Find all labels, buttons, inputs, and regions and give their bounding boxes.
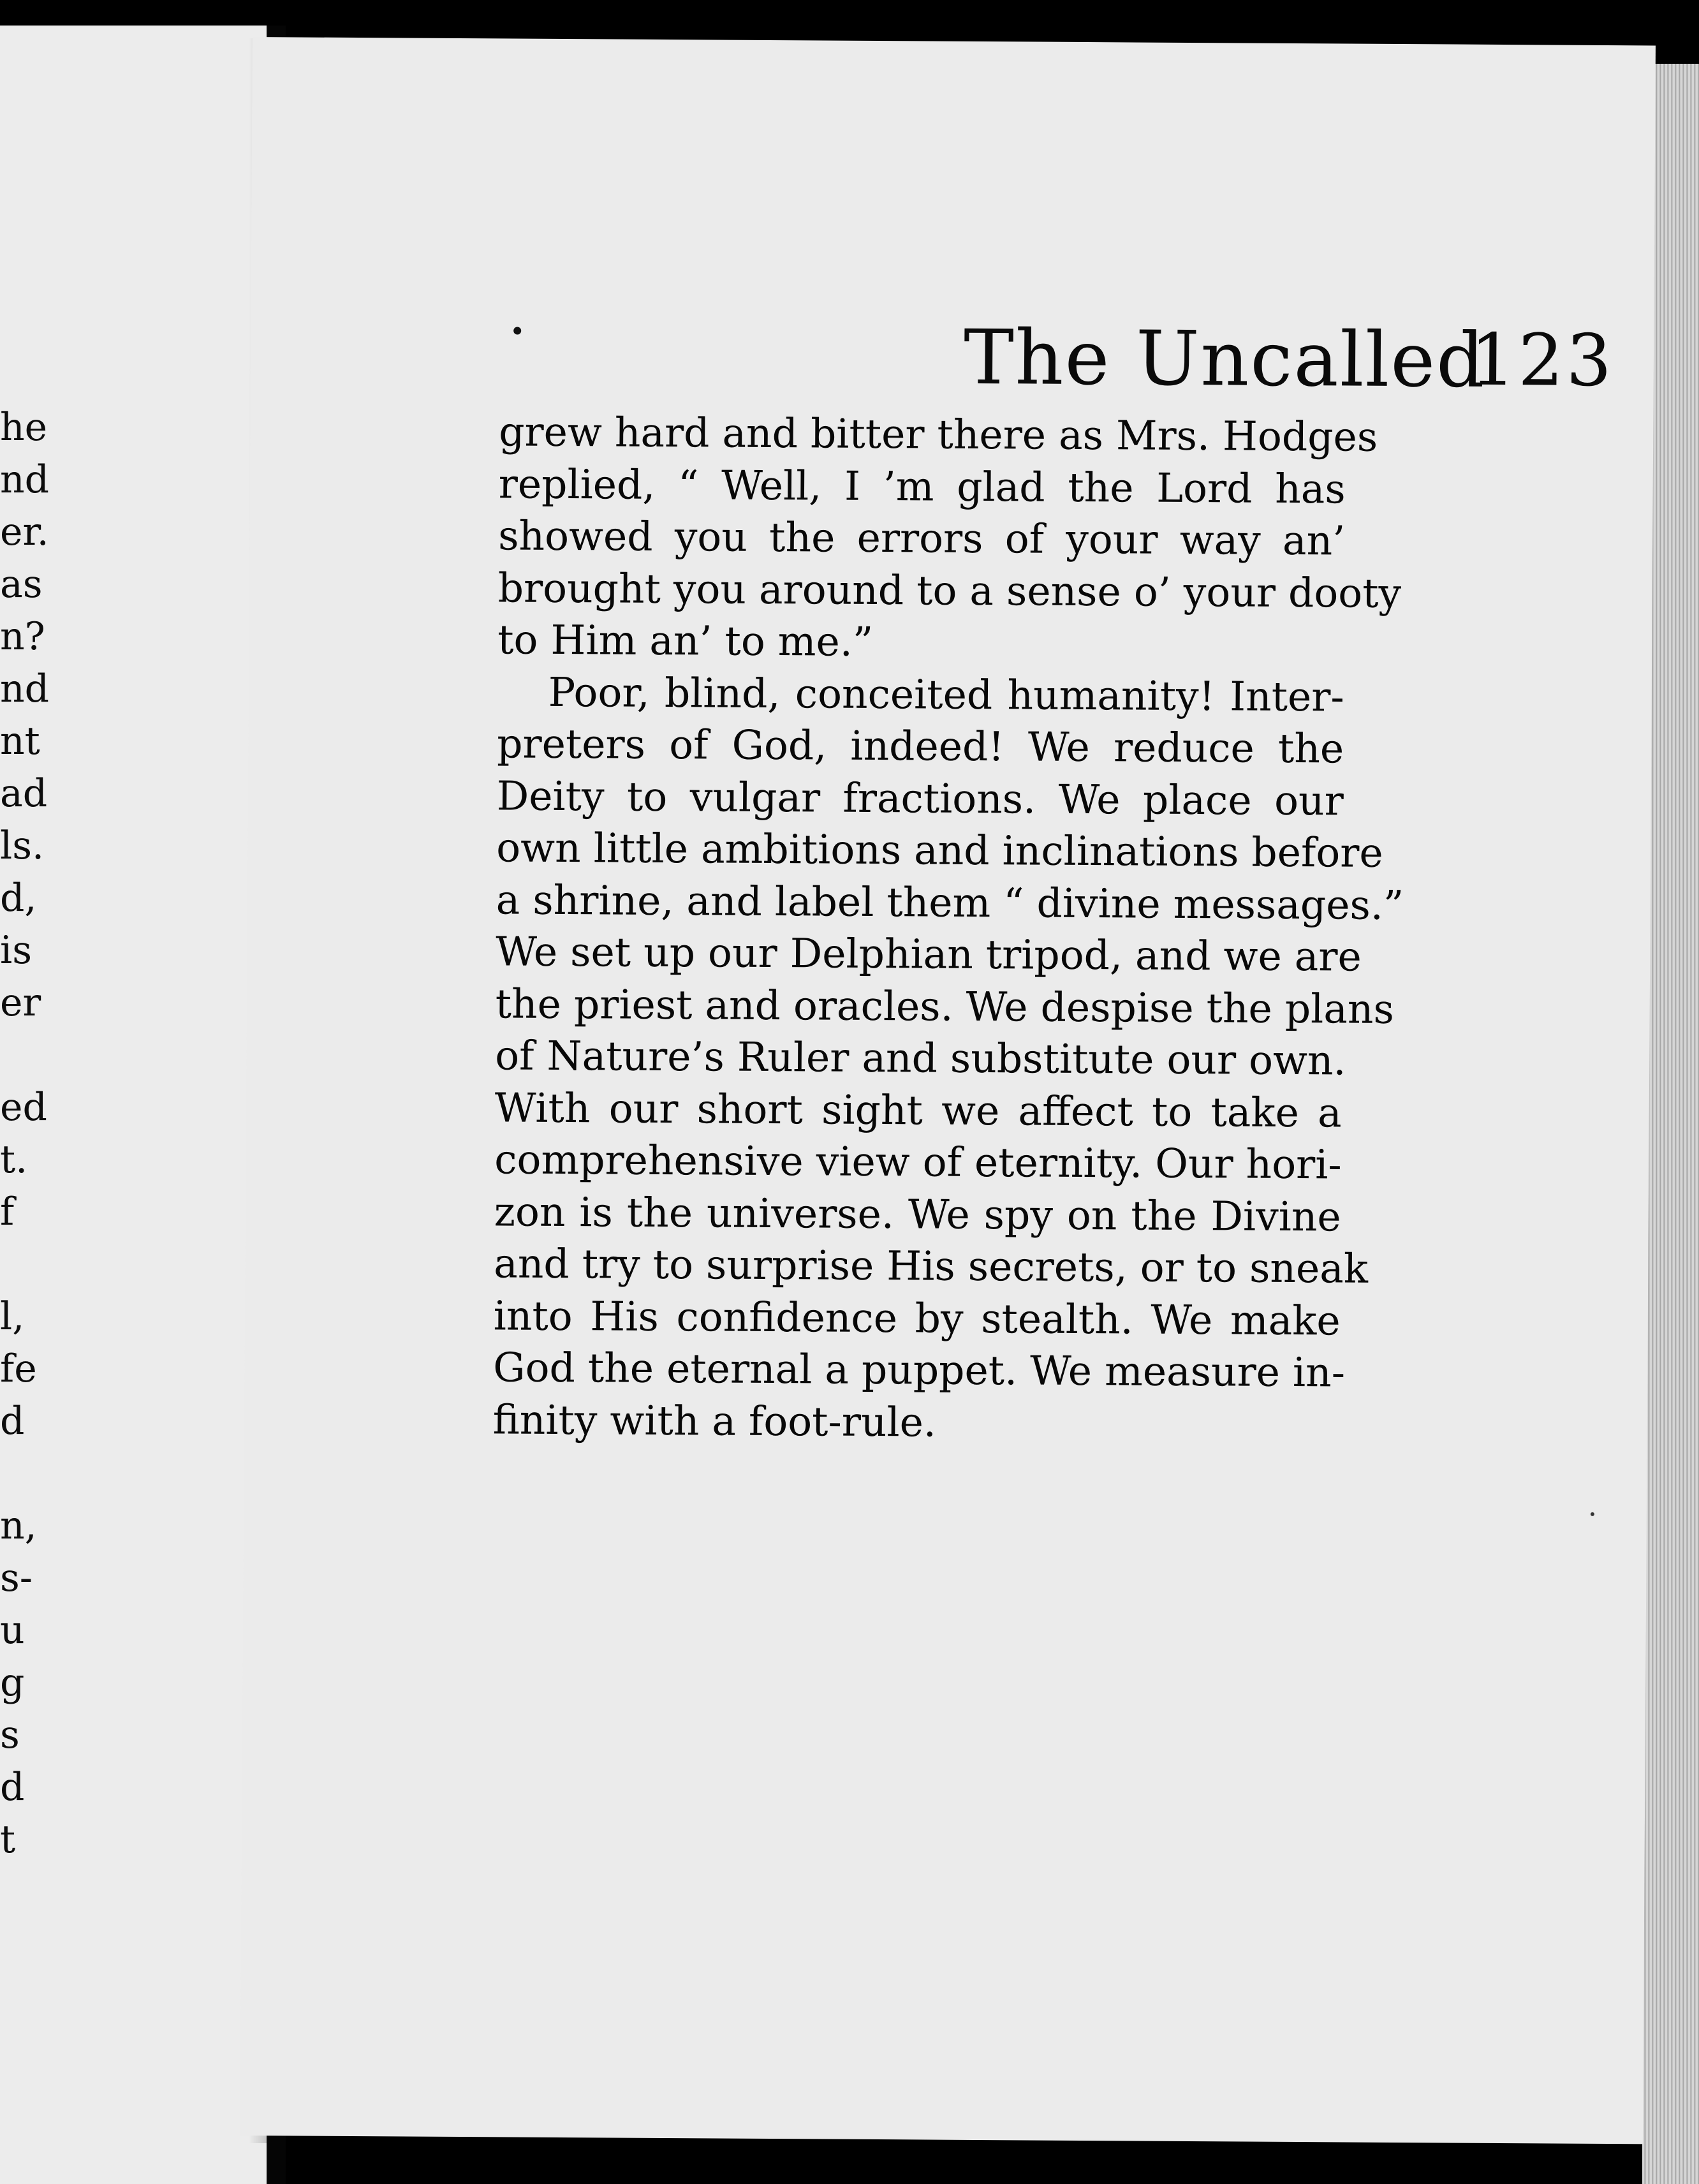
left-page-fragment: t. (0, 1137, 28, 1182)
right-page (240, 37, 1656, 2144)
page-number: 123 (1469, 318, 1615, 403)
left-page-fragment: ed (0, 1085, 47, 1130)
text-line: to Him an’ to me.” (497, 616, 874, 665)
left-page-fragment: n, (0, 1503, 37, 1548)
left-page-fragment: t (0, 1817, 16, 1862)
text-line: replied, “ Well, I ’m glad the Lord has (498, 460, 1346, 512)
left-page-fragment: n? (0, 614, 45, 659)
left-page-fragment: s (0, 1713, 20, 1757)
left-page-fragment: is (0, 928, 32, 973)
paragraph-2 (492, 666, 1404, 1451)
left-page-fragment: as (0, 562, 43, 607)
left-page-fragment: he (0, 405, 48, 450)
text-line: a shrine, and label them “ divine messages.” (496, 876, 1404, 929)
text-line: into His confidence by stealth. We make (493, 1292, 1341, 1344)
left-page-fragment: ls. (0, 823, 45, 868)
text-line: comprehensive view of eternity. Our hori- (494, 1136, 1342, 1188)
printer-mark (513, 327, 521, 335)
text-line: showed you the errors of your way an’ (498, 512, 1346, 564)
left-page-fragment: nd (0, 667, 50, 711)
left-page-fragment: g (0, 1660, 25, 1705)
text-line: Poor, blind, conceited humanity! Inter- (548, 668, 1344, 720)
left-page-fragment: d, (0, 876, 37, 920)
text-line: With our short sight we affect to take a (494, 1084, 1342, 1136)
left-page-fragment: er. (0, 510, 49, 554)
text-line: Deity to vulgar fractions. We place our (496, 772, 1344, 824)
text-line: and try to surprise His secrets, or to sneak (494, 1240, 1369, 1292)
paragraph-1 (497, 406, 1402, 671)
paper-speck (1591, 1512, 1594, 1516)
left-page-fragment: u (0, 1608, 25, 1653)
left-page-fragment: s- (0, 1556, 33, 1600)
left-page-fragment: d (0, 1765, 25, 1810)
text-line: zon is the universe. We spy on the Divine (494, 1188, 1341, 1240)
text-line: of Nature’s Ruler and substitute our own. (495, 1032, 1346, 1084)
left-facing-page (0, 26, 267, 2184)
left-page-fragment: nd (0, 457, 50, 502)
left-page-fragment: er (0, 980, 41, 1025)
text-line: brought you around to a sense o’ your dooty (497, 564, 1402, 617)
left-page-fragment: ad (0, 771, 48, 816)
left-page-fragment: nt (0, 719, 40, 764)
running-head (709, 307, 1615, 409)
text-line: own little ambitions and inclinations before (496, 824, 1383, 876)
left-page-fragment: fe (0, 1347, 37, 1391)
text-line: grew hard and bitter there as Mrs. Hodges (499, 408, 1378, 461)
text-line: We set up our Delphian tripod, and we are (496, 928, 1362, 980)
running-head-title: The Uncalled (963, 313, 1487, 404)
body-text (492, 406, 1404, 1450)
text-line: the priest and oracles. We despise the plans (495, 980, 1395, 1033)
left-page-fragment: f (0, 1190, 15, 1234)
left-page-fragment: d (0, 1399, 25, 1443)
text-line: finity with a foot-rule. (492, 1396, 937, 1446)
left-page-fragment: l, (0, 1294, 25, 1339)
text-line: preters of God, indeed! We reduce the (497, 720, 1344, 772)
text-line: God the eternal a puppet. We measure in- (493, 1344, 1346, 1396)
